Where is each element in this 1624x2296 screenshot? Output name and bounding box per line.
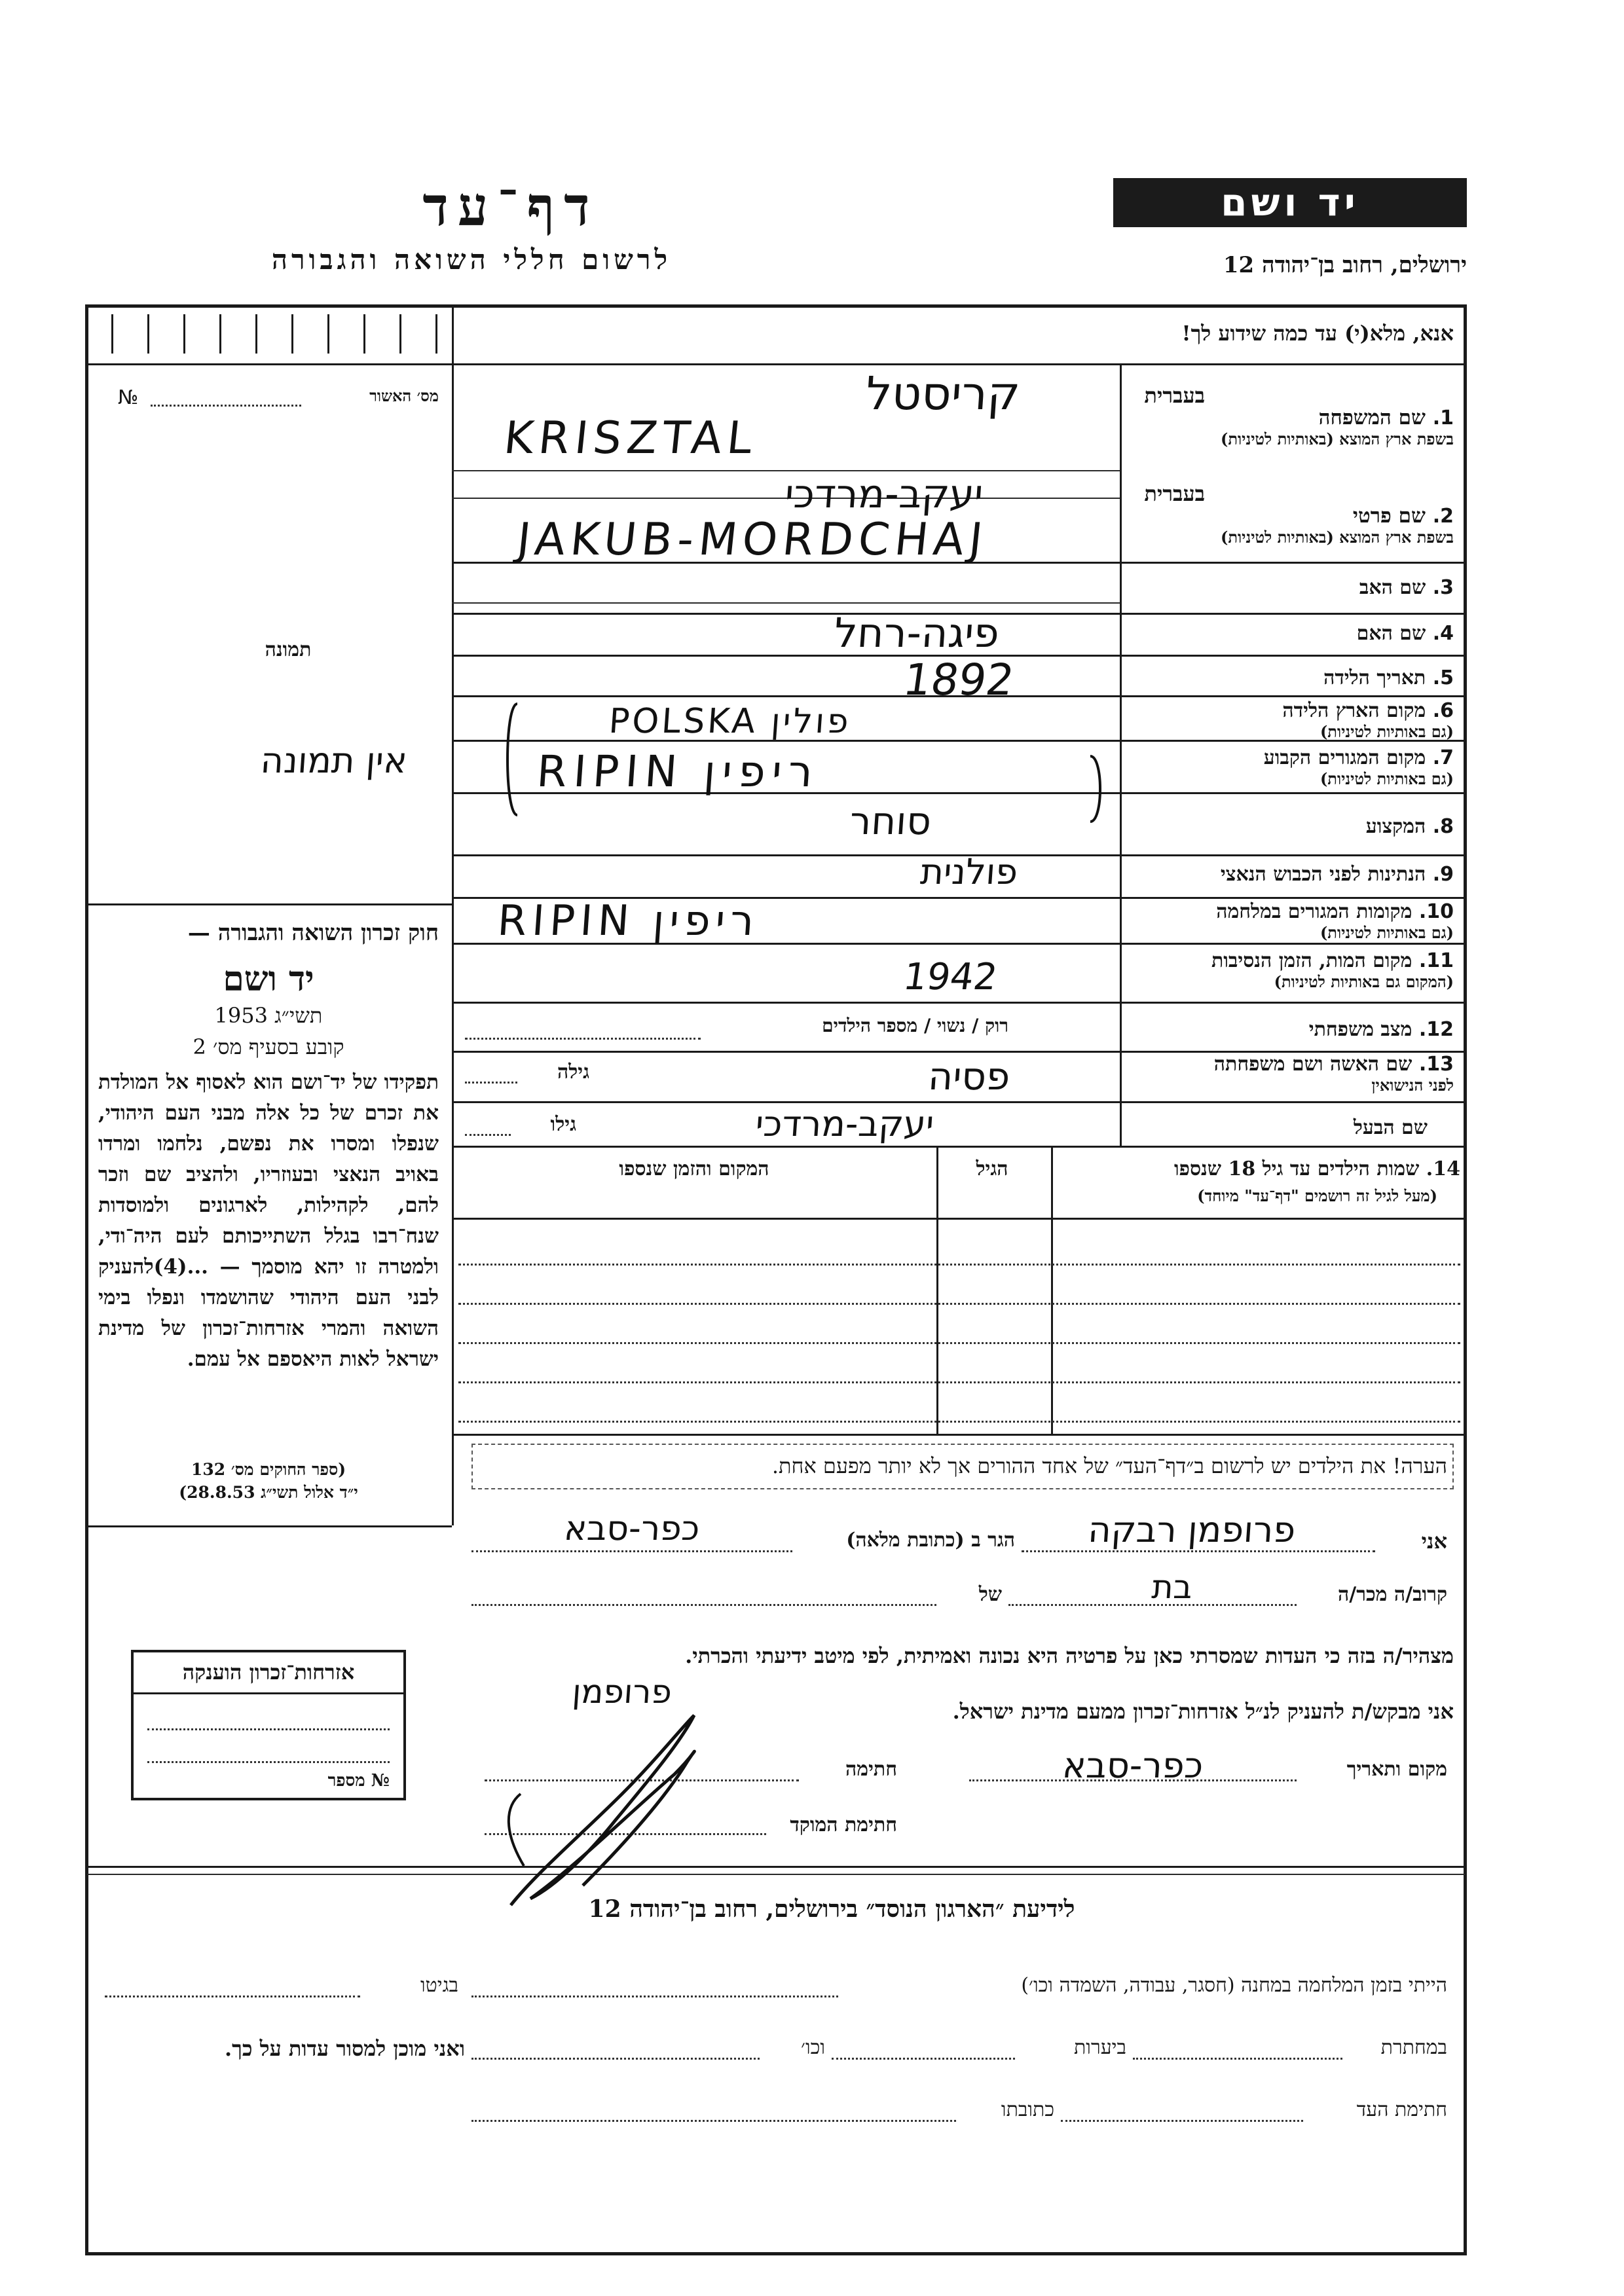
hw-husband: יעקב-מרדכי	[754, 1103, 936, 1144]
footer-underground-field[interactable]	[1133, 2058, 1342, 2060]
husband-age-field[interactable]	[465, 1134, 511, 1136]
children-col-divider	[1051, 1146, 1053, 1434]
children-col-age: הגיל	[976, 1157, 1008, 1180]
relative-of-field[interactable]	[471, 1604, 936, 1606]
hw-occupation: סוחר	[848, 799, 933, 843]
citizenship-box-divider	[133, 1692, 404, 1694]
hw-surname-lat: KRISZTAL	[501, 412, 760, 464]
hw-birthplace: POLSKA פולין	[607, 702, 853, 741]
children-row[interactable]	[458, 1381, 1460, 1383]
relative-label: קרוב/ה מכר/ה	[1338, 1583, 1447, 1606]
field-5: 5. תאריך הלידה	[1323, 666, 1454, 689]
children-col-place: המקום והזמן שנספו	[619, 1157, 769, 1180]
field-12: 12. מצב משפחתי	[1308, 1018, 1454, 1041]
logo: יד ושם	[1221, 180, 1359, 225]
children-count-field[interactable]	[465, 1038, 701, 1040]
stamp-label: חתימת המוקד	[790, 1813, 897, 1836]
law-text: תפקידו של יד־ושם הוא לאסוף אל המולדת את זכרם של כל אלה מבני העם היהודי, שנפלו ומסרו את נפשם, נלחמו ומרדו באויב הנאצי ובעוזריו, ולהציב שם וזכר להם, לקהילות, לארגונים ולמוסדות שנח־רבו בגלל השתייכותם לעם היה־ודי, ולמטרה זו יהא מוסמך — ...(4)להעניק לבני העם היהודי שהושמדו ונפלו בימי השואה והמרי אזרחות־זכרון של מדינת ישראל לאות היאספם אל עמם.	[98, 1070, 439, 1371]
law-top-divider	[87, 903, 452, 905]
law-footnote-1: (ספר החוקים מס׳ 132	[191, 1460, 346, 1479]
children-sub: (מעל לגיל זה רושמים "דף־עד" מיוחד)	[1197, 1186, 1437, 1205]
approval-field[interactable]	[151, 405, 301, 407]
citizenship-box-line[interactable]	[147, 1761, 390, 1763]
hw-first-lat: JAKUB-MORDCHAJ	[514, 514, 991, 566]
law-bottom-divider	[87, 1525, 452, 1527]
hw-relation: בת	[1151, 1568, 1194, 1606]
footer-witness-sig-field[interactable]	[1061, 2120, 1303, 2122]
left-column-divider	[452, 306, 454, 1525]
field-1: 1. שם המשפחה בשפת ארץ המוצא (באותיות לטיניות)	[1221, 406, 1454, 448]
form-title: דף־עד	[422, 175, 599, 238]
footer-line1a: הייתי בזמן המלחמה במחנה (חסגר, עבודה, השמדה וכו׳)	[1021, 1974, 1447, 1997]
citizenship-box-line[interactable]	[147, 1728, 390, 1730]
hw-first-heb: יעקב-מרדכי	[783, 471, 985, 517]
signature-scribble	[485, 1702, 851, 1925]
footer-line2b: ביערות	[1073, 2036, 1126, 2059]
footer-etc-field[interactable]	[471, 2058, 760, 2060]
declarant-name-field[interactable]	[1022, 1550, 1375, 1552]
relative-of-label: של	[978, 1583, 1002, 1606]
field-13: 13. שם האשה ושם משפחתה לפני הנישואין	[1213, 1053, 1454, 1095]
photo-note: אין תמונה	[259, 740, 409, 781]
law-name: יד ושם	[223, 959, 314, 999]
field-6: 6. מקום הארץ הלידה (גם באותיות לטיניות)	[1282, 699, 1454, 741]
field-2: 2. שם פרטי בשפת ארץ המוצא (באותיות לטיניות)	[1221, 504, 1454, 547]
field-11: 11. מקום המות, הזמן הנסיבות (המקום גם באותיות לטיניות)	[1211, 949, 1454, 991]
footer-camp-field[interactable]	[471, 1995, 838, 1997]
hw-residence: RIPIN ריפין	[535, 746, 821, 797]
hw-death-year: 1942	[900, 956, 1001, 998]
row-line	[452, 602, 1120, 604]
hw-address: כפר-סבא	[563, 1509, 701, 1548]
footer-address-field[interactable]	[471, 2120, 956, 2122]
intro-divider	[87, 363, 1465, 365]
husband-label: שם הבעל	[1353, 1116, 1428, 1139]
hw-declarant-sig-name: פרופמן	[571, 1673, 673, 1711]
declarant-address-label: הגר ב (כתובת מלאה)	[846, 1529, 1015, 1552]
row-line	[452, 1146, 1466, 1148]
children-bottom-line	[452, 1434, 1466, 1436]
approval-label: מס׳ האשור	[369, 386, 439, 405]
children-row[interactable]	[458, 1421, 1460, 1423]
husband-age-label: גילו	[550, 1113, 576, 1136]
children-header-line	[452, 1218, 1466, 1220]
note-text: הערה! את הילדים יש לרשום ב״דף־העד״ של אחד ההורים אך לא יותר מפעם אחת.	[771, 1453, 1447, 1478]
form-subtitle: לרשום חללי השואה והגבורה	[271, 244, 672, 276]
citizenship-box-no: № מספר	[327, 1771, 390, 1791]
children-row[interactable]	[458, 1342, 1460, 1344]
declare-text: מצהיר/ה בזה כי העדות שמסרתי כאן על פרטיה היא נכונה ואמיתית, לפי מיטב ידיעתי והכרתי.	[685, 1643, 1454, 1668]
law-footnote-2: י״ד אלול תשי״ג 28.8.53)	[179, 1483, 358, 1502]
declarant-address-field[interactable]	[471, 1550, 792, 1552]
hw-mother: פיגה-רחל	[832, 609, 1001, 657]
photo-label: תמונה	[265, 638, 312, 661]
bracket-left	[498, 701, 524, 818]
field-3: 3. שם האב	[1359, 576, 1454, 599]
marital-options: רוק / נשוי / מספר הילדים	[822, 1015, 1008, 1036]
hw-place-date: כפר-סבא	[1061, 1745, 1205, 1786]
footer-line1b: בגיטו	[420, 1974, 458, 1997]
children-row[interactable]	[458, 1303, 1460, 1305]
intro-text: אנא, מלא(י) עד כמה שידוע לך!	[1181, 321, 1454, 346]
hw-nationality: פולנית	[919, 851, 1020, 892]
citizenship-box-title: אזרחות־זכרון הוענקה	[182, 1660, 355, 1685]
bracket-right	[1084, 753, 1110, 825]
request-text: אני מבקש/ת להעניק לנ״ל אזרחות־זכרון ממעם מדינת ישראל.	[952, 1699, 1454, 1724]
wife-age-label: גילה	[557, 1061, 589, 1084]
declarant-i-label: אני	[1421, 1529, 1447, 1554]
children-row[interactable]	[458, 1264, 1460, 1266]
law-clause: קובע בסעיף מס׳ 2	[193, 1034, 344, 1059]
hebrew-tag-1: בעברית	[1144, 383, 1205, 408]
institution-address: ירושלים, רחוב בן־יהודה 12	[1223, 252, 1467, 278]
law-heading: חוק זכרון השואה והגבורה —	[187, 920, 439, 946]
children-col-divider	[936, 1146, 938, 1434]
left-tick-marks	[111, 314, 439, 354]
field-9: 9. הנתינות לפני הכבוש הנאצי	[1220, 863, 1454, 886]
signature-label: חתימה	[845, 1758, 897, 1781]
field-8: 8. המקצוע	[1365, 815, 1454, 838]
footer-line3b: כתובתו	[1001, 2098, 1054, 2121]
field-4: 4. שם האם	[1356, 622, 1454, 645]
children-label: 14. שמות הילדים עד גיל 18 שנספו	[1173, 1157, 1460, 1180]
hw-wife: פסיה	[927, 1054, 1012, 1099]
place-date-label: מקום ותאריך	[1346, 1758, 1447, 1781]
field-7: 7. מקום המגורים הקבוע (גם באותיות לטיניות)	[1263, 746, 1454, 788]
approval-no-mark: №	[118, 386, 139, 409]
footer-ghetto-field[interactable]	[105, 1995, 360, 1997]
footer-forest-field[interactable]	[832, 2058, 1015, 2060]
wife-age-field[interactable]	[465, 1082, 517, 1084]
footer-line2c: וכו׳	[801, 2036, 825, 2059]
row-line	[452, 1002, 1466, 1004]
label-column-divider	[1120, 364, 1122, 1146]
footer-line2a: במחתרת	[1380, 2036, 1447, 2059]
hebrew-tag-2: בעברית	[1144, 481, 1205, 506]
hw-declarant: פרופמן רבקה	[1086, 1509, 1297, 1550]
footer-line3a: חתימת העד	[1356, 2098, 1447, 2121]
hw-surname-heb: קריסטל	[864, 367, 1022, 420]
hw-birth: 1892	[900, 655, 1018, 705]
footer-line2d: ואני מוכן למסור עדות על כך.	[224, 2036, 465, 2061]
hw-wartime-place: RIPIN ריפין	[496, 897, 761, 945]
footer-title: לידיעת ״הארגון הנוסד״ בירושלים, רחוב בן־יהודה 12	[588, 1895, 1075, 1923]
field-10: 10. מקומות המגורים במלחמה (גם באותיות לטיניות)	[1216, 900, 1454, 942]
law-year: תשי״ג 1953	[214, 1003, 323, 1028]
